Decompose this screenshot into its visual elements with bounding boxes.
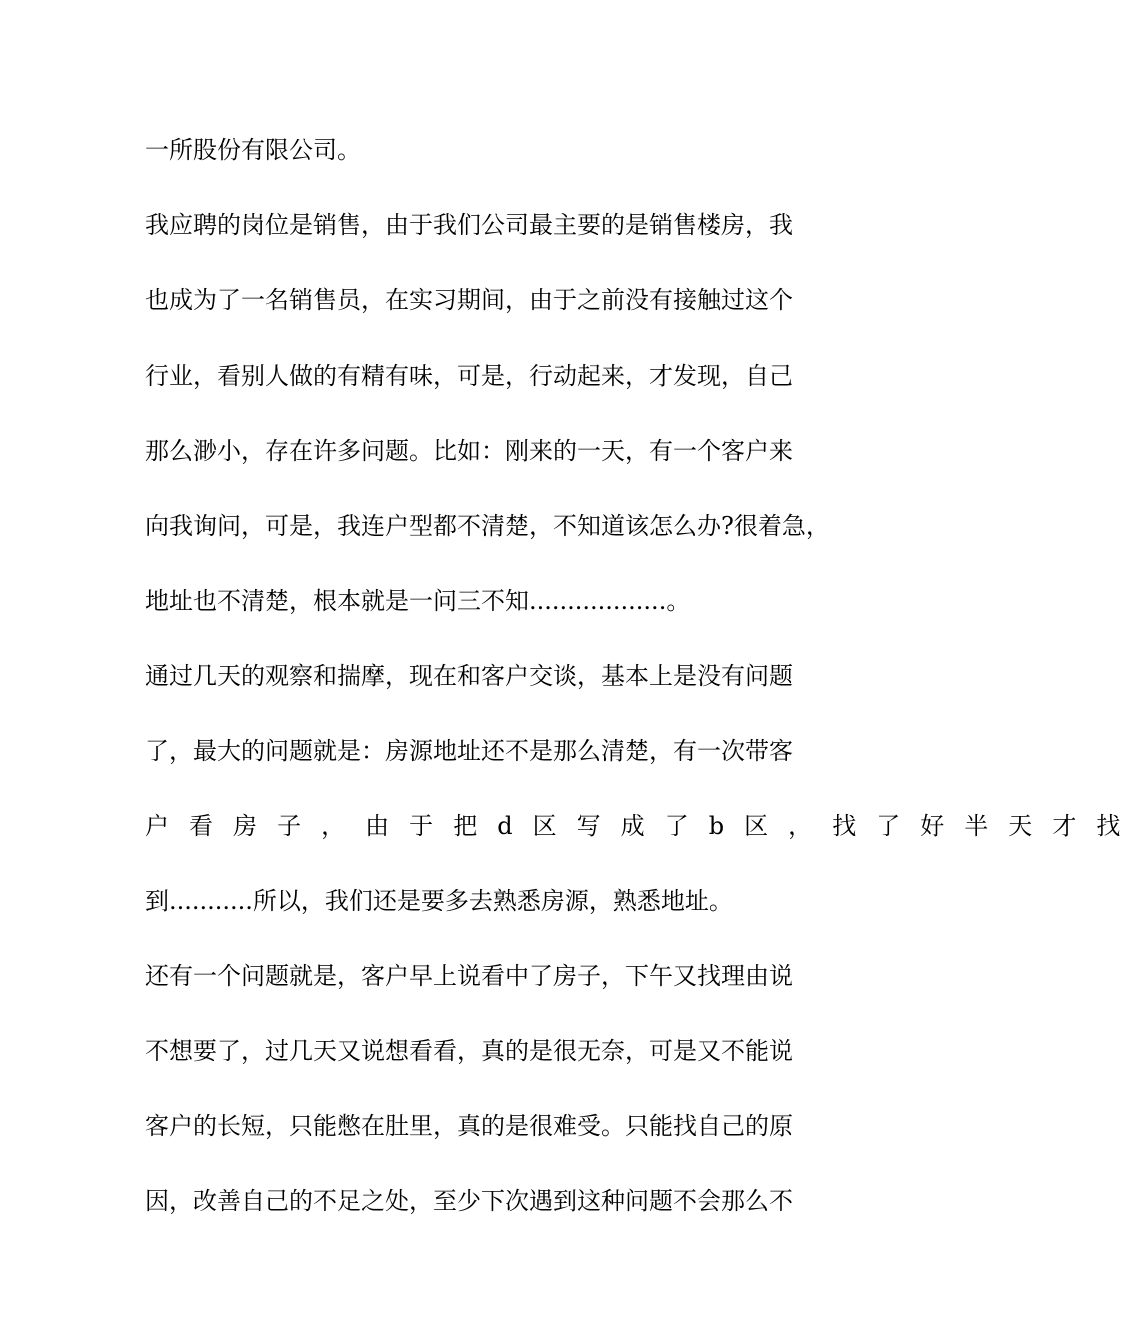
text-line: 还有一个问题就是，客户早上说看中了房子，下午又找理由说 (145, 962, 793, 990)
text-line: 向我询问，可是，我连户型都不清楚，不知道该怎么办?很着急， (145, 512, 830, 540)
text-line: 到...........所以，我们还是要多去熟悉房源，熟悉地址。 (145, 887, 733, 915)
text-line: 了，最大的问题就是：房源地址还不是那么清楚，有一次带客 (145, 737, 793, 765)
text-line: 那么渺小，存在许多问题。比如：刚来的一天，有一个客户来 (145, 437, 793, 465)
text-line: 因，改善自己的不足之处，至少下次遇到这种问题不会那么不 (145, 1187, 793, 1215)
text-line: 客户的长短，只能憋在肚里，真的是很难受。只能找自己的原 (145, 1112, 793, 1140)
text-line: 行业，看别人做的有精有味，可是，行动起来，才发现，自己 (145, 362, 793, 390)
text-line: 也成为了一名销售员，在实习期间，由于之前没有接触过这个 (145, 286, 793, 314)
text-line: 户 看 房 子 ， 由 于 把 d 区 写 成 了 b 区 ， 找 了 好 半 天 才 找 (145, 812, 1127, 840)
text-line: 不想要了，过几天又说想看看，真的是很无奈，可是又不能说 (145, 1037, 793, 1065)
text-line: 地址也不清楚，根本就是一问三不知..................。 (145, 587, 691, 615)
text-line: 通过几天的观察和揣摩，现在和客户交谈，基本上是没有问题 (145, 662, 793, 690)
text-line: 一所股份有限公司。 (145, 136, 361, 164)
text-line: 我应聘的岗位是销售，由于我们公司最主要的是销售楼房，我 (145, 211, 793, 239)
